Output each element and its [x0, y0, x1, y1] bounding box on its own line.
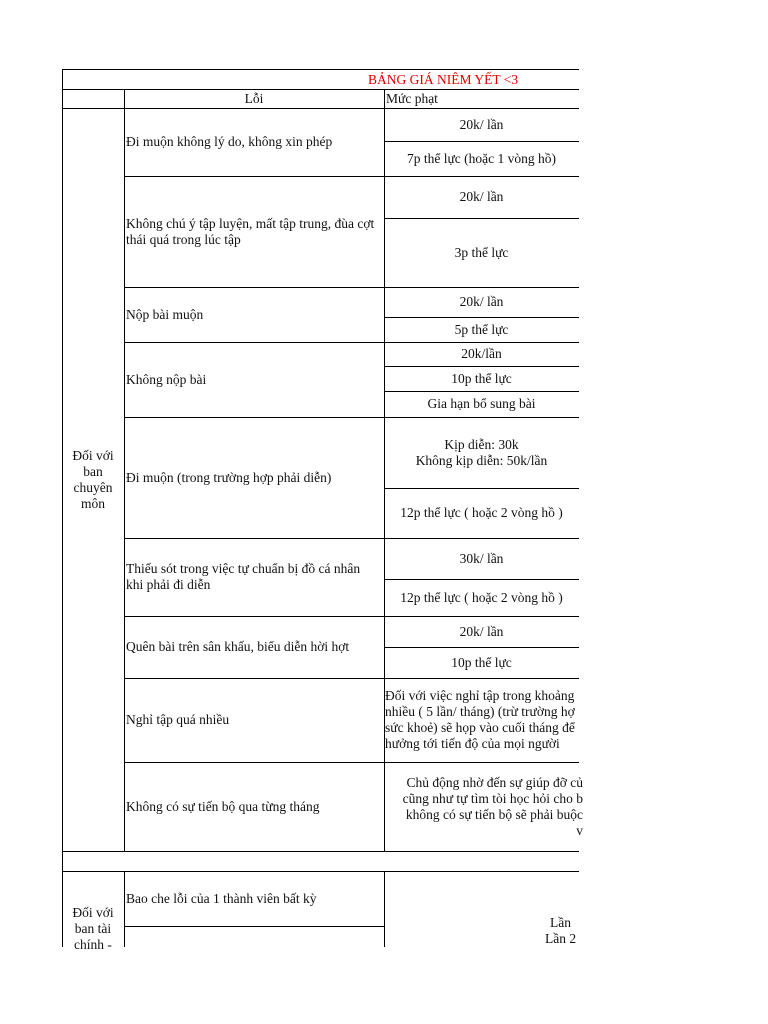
penalty-cell: Chủ động nhờ đến sự giúp đỡ củ cũng như tự tìm tòi học hỏi cho b không có sự tiến bộ sẽ phải buộc v: [402, 774, 583, 838]
column-header-penalty: Mức phạt: [386, 90, 438, 106]
penalty-cell: 12p thể lực ( hoặc 2 vòng hồ ): [400, 505, 563, 520]
error-cell: Đi muộn không lý do, không xin phép: [126, 134, 333, 149]
error-cell: Không chú ý tập luyện, mất tập trung, đùa cợt thái quá trong lúc tập: [126, 215, 375, 247]
error-cell: Bao che lỗi của 1 thành viên bất kỳ: [126, 890, 317, 906]
penalty-cell: 5p thể lực: [454, 321, 509, 337]
penalty-cell: 20k/ lần: [459, 294, 504, 309]
column-header-error: Lỗi: [244, 90, 264, 106]
error-cell: Nghỉ tập quá nhiều: [126, 712, 230, 727]
penalty-cell: Kịp diễn: 30k Không kịp diễn: 50k/lần: [415, 436, 548, 468]
section-label-finance: Đối với ban tài chính -: [72, 905, 114, 952]
penalty-cell: 12p thể lực ( hoặc 2 vòng hồ ): [400, 589, 563, 605]
penalty-cell: Lần: [550, 915, 571, 930]
penalty-cell: 20k/lần: [461, 346, 502, 361]
error-cell: Quên bài trên sân khấu, biểu diễn hời hợt: [126, 639, 350, 654]
error-cell: Thiếu sót trong việc tự chuẩn bị đồ cá nhân khi phải đi diễn: [126, 561, 361, 592]
penalty-cell: 10p thể lực: [451, 654, 512, 670]
penalty-cell: 20k/ lần: [459, 623, 504, 639]
error-cell: Nộp bài muộn: [126, 306, 204, 322]
error-cell: Không nộp bài: [126, 371, 207, 387]
penalty-cell: 20k/ lần: [459, 189, 504, 204]
penalty-cell: 7p thể lực (hoặc 1 vòng hồ): [406, 150, 557, 166]
section-label-professional: Đối với ban chuyên môn: [72, 447, 114, 511]
error-cell: Không có sự tiến bộ qua từng tháng: [126, 798, 320, 814]
penalty-cell: Đối với việc nghỉ tập trong khoảng nhiều ( 5 lần/ tháng) (trừ trường hợ sức khoẻ) sẽ họp vào cuối tháng để hưởng tới tiến độ của mọi người: [385, 688, 575, 751]
penalty-cell: Gia hạn bổ sung bài: [427, 396, 536, 411]
penalty-cell: 10p thể lực: [451, 370, 512, 386]
penalty-cell: 3p thể lực: [454, 244, 509, 260]
error-cell: Đi muộn (trong trường hợp phải diễn): [126, 469, 332, 485]
sheet-title: BẢNG GIÁ NIÊM YẾT <3: [368, 71, 519, 87]
penalty-cell: 30k/ lần: [459, 550, 504, 566]
penalty-cell: 20k/ lần: [459, 116, 504, 132]
penalty-cell: Lần 2: [545, 931, 577, 946]
